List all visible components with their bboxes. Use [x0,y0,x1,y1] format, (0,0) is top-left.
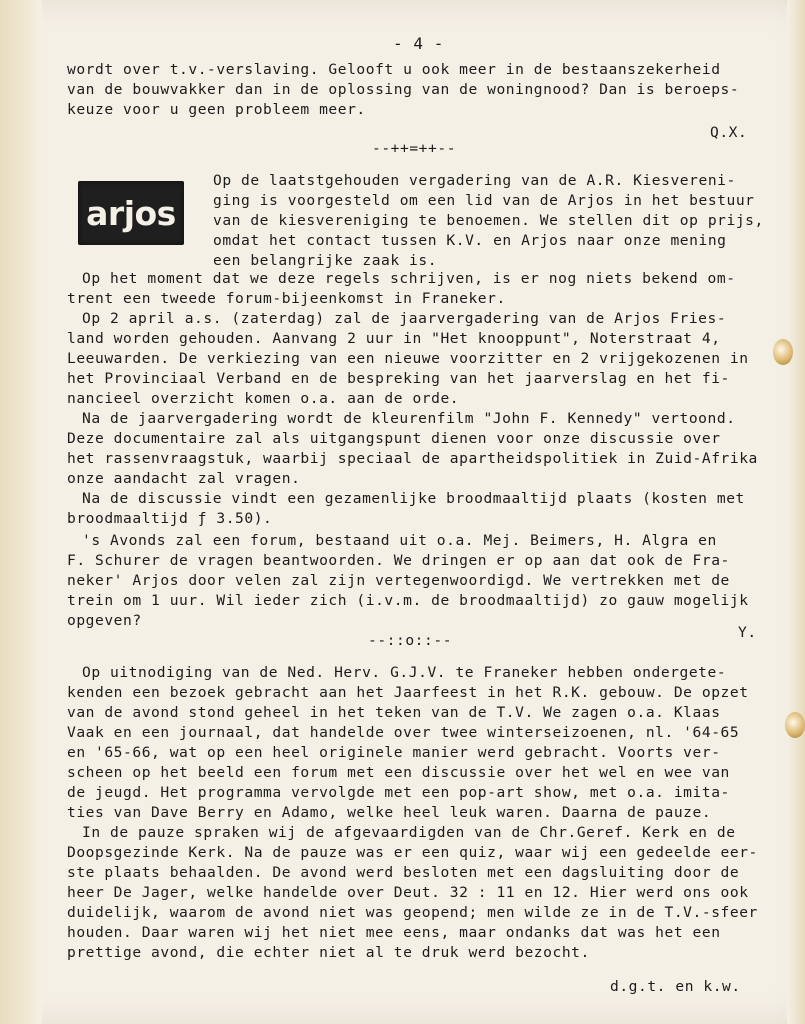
text-line: de jeugd. Het programma vervolgde met een pop-art show, met o.a. imita- [67,784,730,801]
text-line: opgeven? [67,612,142,629]
text-line: broodmaaltijd ƒ 3.50). [67,510,273,527]
text-line: Na de jaarvergadering wordt de kleurenfilm "John F. Kennedy" vertoond. [82,410,736,427]
text-line: Vaak en een journaal, dat handelde over twee winterseizoenen, nl. '64-65 [67,724,740,741]
text-line: duidelijk, waarom de avond niet was geopend; men wilde ze in de T.V.-sfeer [67,904,758,921]
text-line: 's Avonds zal een forum, bestaand uit o.a. Mej. Beimers, H. Algra en [82,532,717,549]
punch-hole-icon [785,712,805,738]
text-line: van de bouwvakker dan in de oplossing van de woningnood? Dan is beroeps- [67,81,740,98]
text-line: van de avond stond geheel in het teken van de T.V. We zagen o.a. Klaas [67,704,721,721]
text-line: ging is voorgesteld om een lid van de Arjos in het bestuur [213,192,755,209]
text-line: Op het moment dat we deze regels schrijven, is er nog niets bekend om- [82,270,736,287]
punch-hole-icon [773,339,793,365]
text-line: prettige avond, die echter niet al te druk werd bezocht. [67,944,590,961]
text-line: nancieel overzicht komen o.a. aan de orde. [67,390,460,407]
text-line: Leeuwarden. De verkiezing van een nieuwe voorzitter en 2 vrijgekozenen in [67,350,749,367]
text-line: --++=++-- [372,140,457,157]
text-line: Y. [738,624,757,641]
text-line: land worden gehouden. Aanvang 2 uur in "Het knooppunt", Noterstraat 4, [67,330,721,347]
text-line: scheen op het beeld een forum met een discussie over het wel en wee van [67,764,730,781]
text-line: omdat het contact tussen K.V. en Arjos naar onze mening [213,232,727,249]
text-line: --::o::-- [368,632,453,649]
text-line: keuze voor u geen probleem meer. [67,101,366,118]
text-line: Q.X. [710,124,748,141]
page-number: - 4 - [393,34,444,53]
text-line: F. Schurer de vragen beantwoorden. We dringen er op aan dat ook de Fra- [67,552,730,569]
text-line: ste plaats behaalden. De avond werd besloten met een dagsluiting door de [67,864,740,881]
text-line: Na de discussie vindt een gezamenlijke broodmaaltijd plaats (kosten met [82,490,745,507]
text-line: Deze documentaire zal als uitgangspunt dienen voor onze discussie over [67,430,721,447]
paper-edge-right [787,0,805,1024]
text-line: Op 2 april a.s. (zaterdag) zal de jaarvergadering van de Arjos Fries- [82,310,727,327]
text-line: trein om 1 uur. Wil ieder zich (i.v.m. de broodmaaltijd) zo gauw mogelijk [67,592,749,609]
text-line: ties van Dave Berry en Adamo, welke heel leuk waren. Daarna de pauze. [67,804,712,821]
text-line: wordt over t.v.-verslaving. Gelooft u ook meer in de bestaanszekerheid [67,61,721,78]
text-line: Op de laatstgehouden vergadering van de A.R. Kiesvereni- [213,172,736,189]
text-line: In de pauze spraken wij de afgevaardigden van de Chr.Geref. Kerk en de [82,824,736,841]
text-line: een belangrijke zaak is. [213,252,438,269]
text-line: onze aandacht zal vragen. [67,470,301,487]
text-line: het rassenvraagstuk, waarbij speciaal de apartheidspolitiek in Zuid-Afrika [67,450,758,467]
text-line: houden. Daar waren wij het niet mee eens, maar ondanks dat was het een [67,924,721,941]
text-line: trent een tweede forum-bijeenkomst in Franeker. [67,290,506,307]
text-line: kenden een bezoek gebracht aan het Jaarfeest in het R.K. gebouw. De opzet [67,684,749,701]
text-line: van de kiesvereniging te benoemen. We stellen dit op prijs, [213,212,764,229]
text-line: d.g.t. en k.w. [610,978,741,995]
text-line: Op uitnodiging van de Ned. Herv. G.J.V. te Franeker hebben ondergete- [82,664,727,681]
paper-edge-left [0,0,42,1024]
arjos-logo: arjos [78,181,184,245]
text-line: neker' Arjos door velen zal zijn vertegenwoordigd. We vertrekken met de [67,572,730,589]
text-line: Doopsgezinde Kerk. Na de pauze was er een quiz, waar wij een gedeelde eer- [67,844,758,861]
text-line: en '65-66, wat op een heel originele manier werd gebracht. Voorts ver- [67,744,721,761]
text-line: heer De Jager, welke handelde over Deut. 32 : 11 en 12. Hier werd ons ook [67,884,749,901]
text-line: het Provinciaal Verband en de bespreking van het jaarverslag en het fi- [67,370,730,387]
